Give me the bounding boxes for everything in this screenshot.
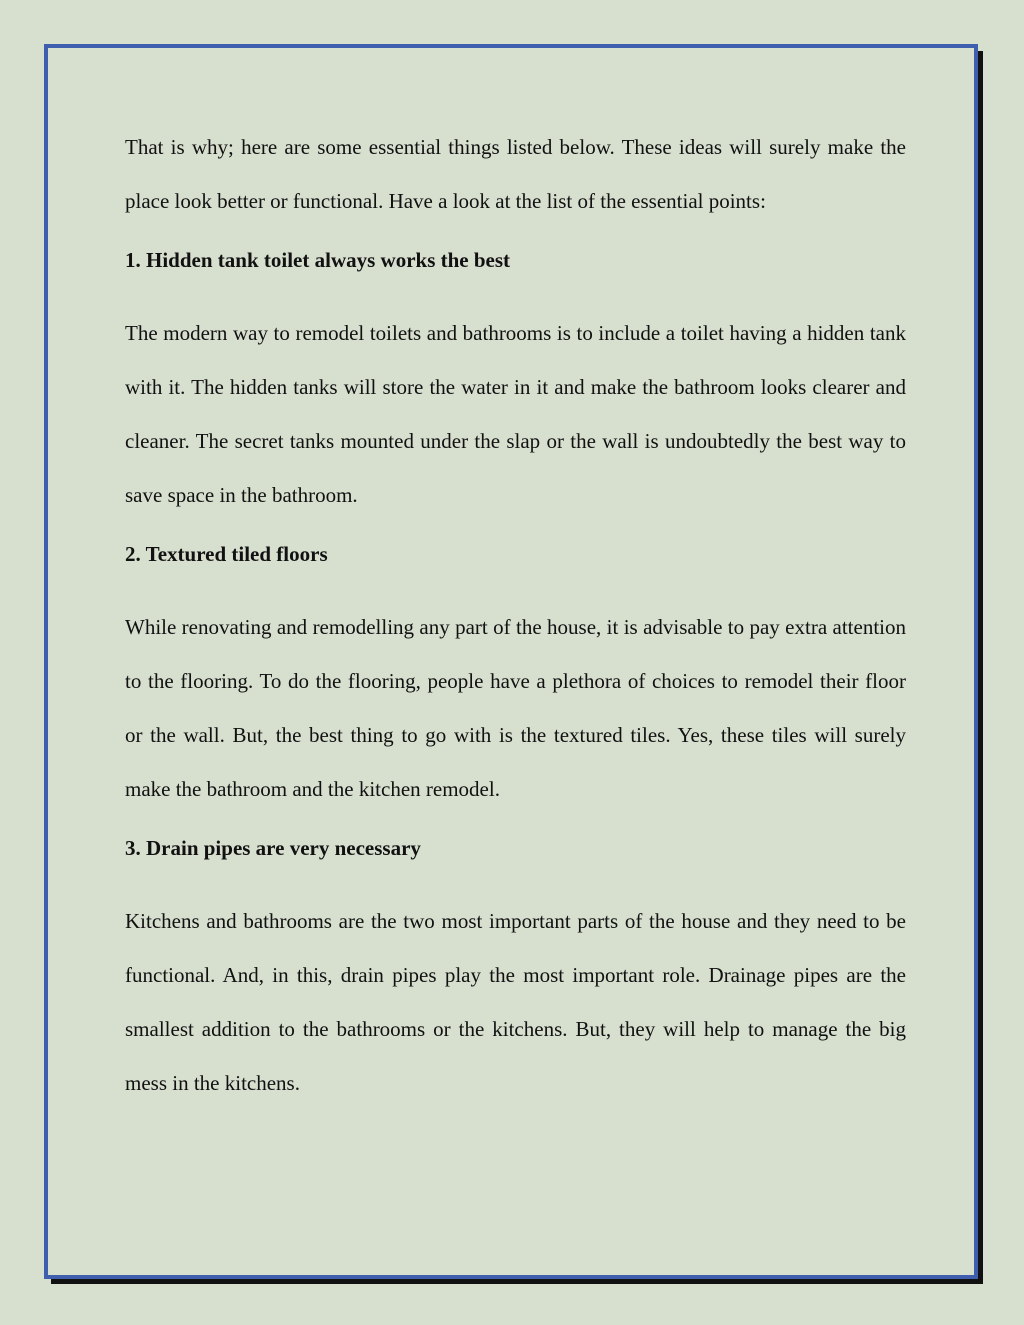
intro-paragraph: That is why; here are some essential things listed below. These ideas will surely make the place look better or functional. Have a look at the list of the essential points: <box>125 135 906 213</box>
section-heading-tiled-floors: 2. Textured tiled floors <box>125 542 328 566</box>
page-frame <box>44 44 978 1279</box>
section-body-tiled-floors: While renovating and remodelling any part of the house, it is advisable to pay extra attention to the flooring. To do the flooring, people have a plethora of choices to remodel their floor or the wall. But, the best thing to go with is the textured tiles. Yes, these tiles will surely make the bathroom and the kitchen remodel. <box>125 615 906 801</box>
section-body-hidden-tank: The modern way to remodel toilets and bathrooms is to include a toilet having a hidden tank with it. The hidden tanks will store the water in it and make the bathroom looks clearer and cleaner. The secret tanks mounted under the slap or the wall is undoubtedly the best way to save space in the bathroom. <box>125 321 906 507</box>
document-body <box>125 120 906 1126</box>
section-body-drain-pipes: Kitchens and bathrooms are the two most important parts of the house and they need to be functional. And, in this, drain pipes play the most important role. Drainage pipes are the smallest addition to the bathrooms or the kitchens. But, they will help to manage the big mess in the kitchens. <box>125 909 906 1095</box>
section-heading-drain-pipes: 3. Drain pipes are very necessary <box>125 836 421 860</box>
section-heading-hidden-tank: 1. Hidden tank toilet always works the best <box>125 248 511 272</box>
